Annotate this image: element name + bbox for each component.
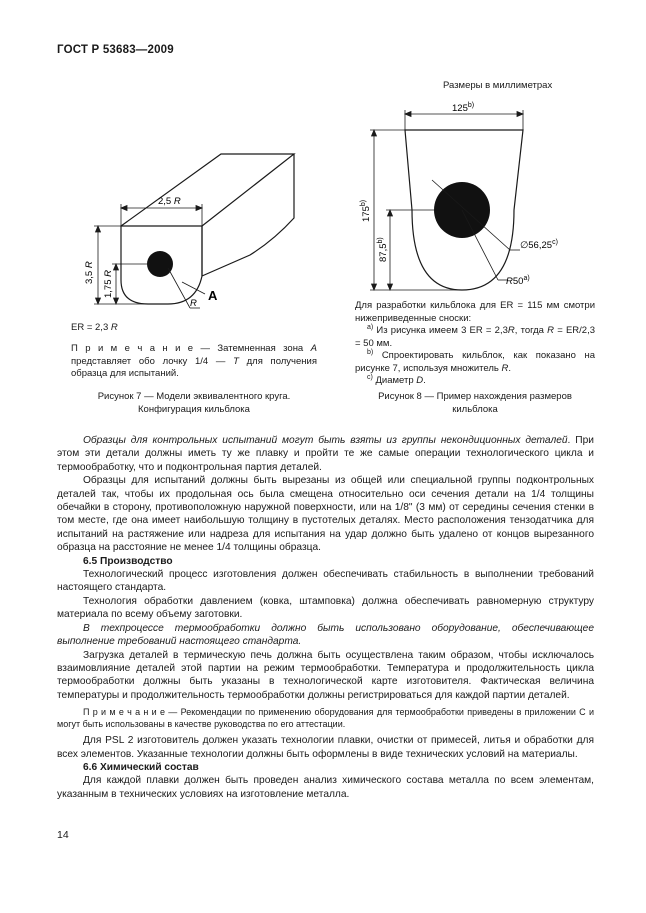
fig7-dim-left-outer: 3,5 R <box>84 261 95 284</box>
equivalent-circle <box>147 251 173 277</box>
fig7-note: П р и м е ч а н и е — Затемненная зона A представляет обо лочку 1/4 — T для получения образца для испытаний. <box>71 343 317 379</box>
fig8-dim-radius: R50$^{a)}$ <box>506 275 530 287</box>
figure-8-drawing <box>355 95 585 300</box>
paragraph-1: Образцы для контрольных испытаний могут быть взяты из группы некондиционных деталей. При этом эти детали должны иметь ту же плавку и пройти те же самые операции технологического цикла и термообработку, что и подконтрольная партия деталей. <box>57 435 594 473</box>
main-text <box>57 434 594 801</box>
fig8-description: Для разработки кильблока для ER = 115 мм смотри нижеприведенные сноски: $^{a)}$ Из рисунка имеем 3 ER = 2,3R, тогда R = ER/2,3 = 50 мм. $^{b)}$ Спроектировать кильблок, как показано на рисунке 7, используя множитель R. $^{c)}$ Диаметр D. <box>355 300 595 386</box>
fig8-dim-87: 87,5$^{b)}$ <box>377 237 389 262</box>
units-note: Размеры в миллиметрах <box>443 80 553 91</box>
fig8-dim-175: 175$^{b)}$ <box>360 199 372 222</box>
fig7-dim-top: 2,5 R <box>158 196 181 207</box>
fig7-dim-left-inner: 1,75 R <box>103 269 114 298</box>
paragraph-2: Образцы для испытаний должны быть вырезаны из общей или специальной группы подконтрольных деталей так, чтобы их продольная ось была смещена относительно оси сечения детали на 1/4 толщины обечайки в сторону, противоположную наружной поверхности, или на 1/8" (3 мм) от середины сечения стенки в том месте, где она имеет наибольшую толщину в пустотелых деталях. Место расположения тензодатчика для испытаний на растяжение или надреза для испытания на удар должно быть удалено от концов вырезанного образца на расстояние не менее 1/4 толщины образца. <box>57 475 594 554</box>
paragraph-3: Технологический процесс изготовления должен обеспечивать стабильность в выполнении требований настоящего стандарта. <box>57 569 594 594</box>
block-top-face <box>121 154 294 226</box>
paragraph-7: Для PSL 2 изготовитель должен указать технологии плавки, очистки от примесей, литья и обработки для всех элементов. Указанные технологии должны быть оформлены в виде технических условий на материалы. <box>57 735 594 760</box>
fig8-dim-diameter: ∅56,25$^{c)}$ <box>520 239 558 251</box>
section-6-5-heading: 6.5 Производство <box>83 555 173 567</box>
fig7-er: ER = 2,3 R <box>71 322 118 333</box>
note-heat-treatment: П р и м е ч а н и е — Рекомендации по применению оборудования для термообработки приведены в приложении С и могут быть использованы в качестве руководства по его аттестации. <box>57 707 594 730</box>
document-header: ГОСТ Р 53683—2009 <box>57 44 174 56</box>
fig7-r-label: R <box>190 298 197 309</box>
fig7-caption: Рисунок 7 — Модели эквивалентного круга. Конфигурация кильблока <box>97 391 291 415</box>
paragraph-5: В техпроцессе термообработки должно быть использовано оборудование, обеспечивающее выполнение требований настоящего стандарта. <box>57 622 594 648</box>
fig8-caption: Рисунок 8 — Пример нахождения размеров кильблока <box>378 391 572 415</box>
fig8-dim-125: 125$^{b)}$ <box>452 102 475 114</box>
page-number: 14 <box>57 829 69 841</box>
fig7-zone-a: A <box>208 288 218 303</box>
figure-7-drawing <box>70 140 310 320</box>
paragraph-4: Технология обработки давлением (ковка, штамповка) должна обеспечивать равномерную структуру материала по всему объему заготовки. <box>57 595 594 621</box>
paragraph-8: Для каждой плавки должен быть проведен анализ химического состава металла по всем элементам, указанным в технических условиях на изготовление металла. <box>57 775 594 800</box>
paragraph-6: Загрузка деталей в термическую печь должна быть осуществлена таким образом, чтобы исключалось взаимовлияние деталей этой партии на режим термообработки. Температура и продолжительность цикла термообработки должны быть указаны в технологической карте изготовителя. Фактическая величина температуры и продолжительность термообработки должны регистрироваться для каждой партии деталей. <box>57 649 594 701</box>
section-6-6-heading: 6.6 Химический состав <box>83 761 199 773</box>
